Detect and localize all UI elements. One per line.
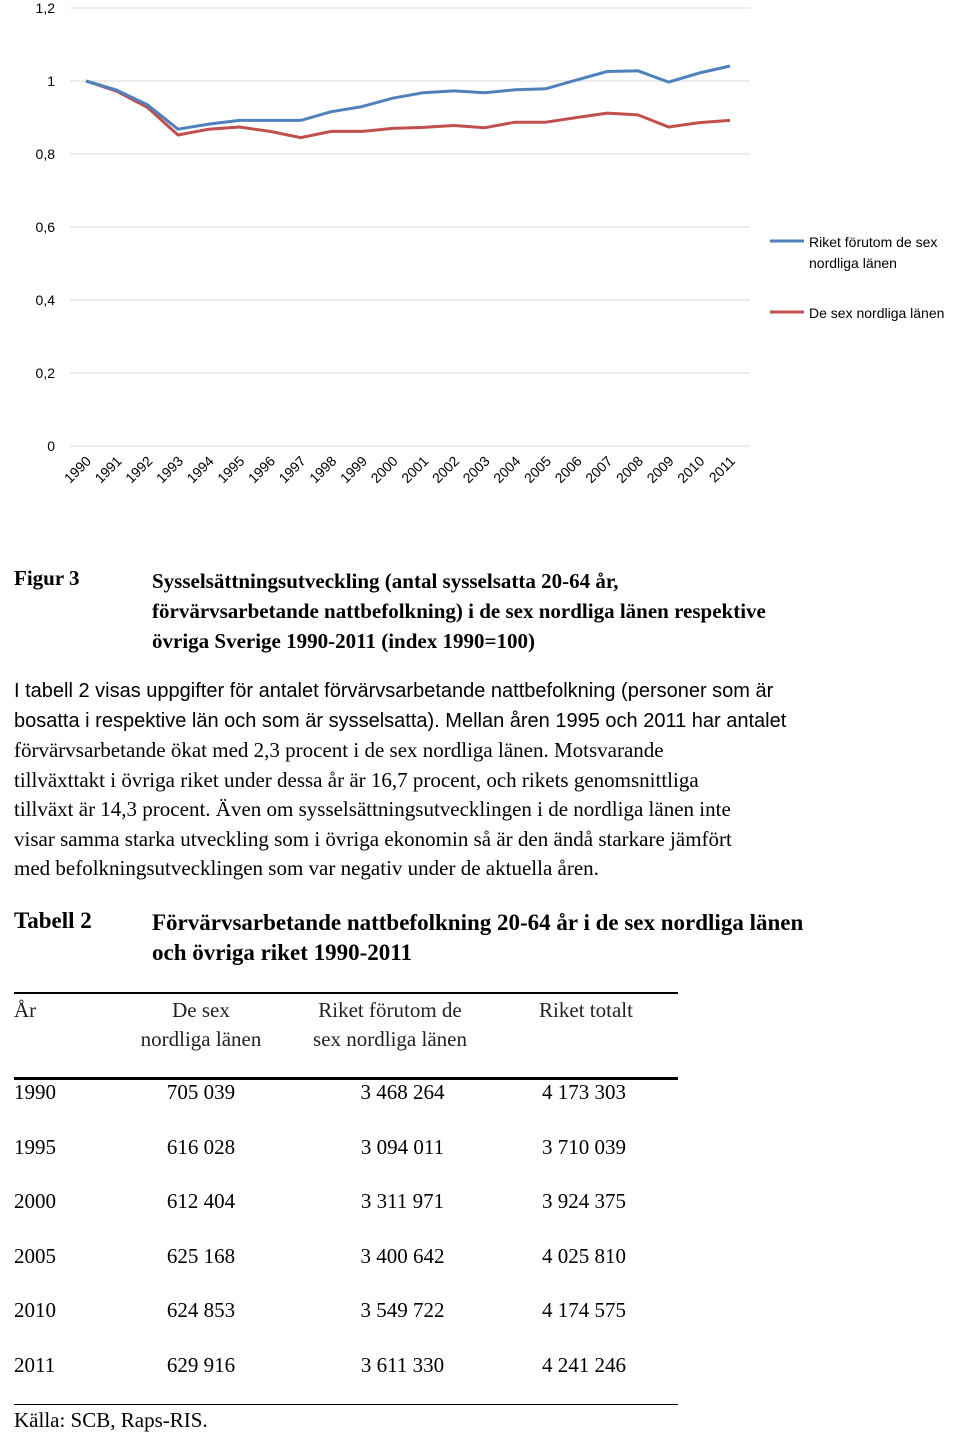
- x-tick-label: 2011: [705, 452, 739, 486]
- legend-label-riket-line2: nordliga länen: [809, 255, 897, 271]
- x-tick-label: 2008: [612, 452, 647, 487]
- table-cell-year: 2005: [14, 1243, 56, 1268]
- body-paragraph: [14, 677, 949, 884]
- x-tick-label: 1996: [244, 452, 279, 487]
- table-label: Tabell 2: [14, 908, 92, 933]
- paragraph-line: bosatta i respektive län och som är sysselsatta). Mellan åren 1995 och 2011 har antalet: [14, 709, 787, 732]
- col-header-total: Riket totalt: [539, 998, 633, 1022]
- table-cell-total: 4 025 810: [542, 1243, 626, 1268]
- col-header-north-line: De sex: [172, 998, 230, 1022]
- y-tick-label: 0: [47, 438, 55, 454]
- legend-label-riket-line1: Riket förutom de sex: [809, 234, 938, 250]
- x-tick-label: 1993: [152, 452, 187, 487]
- figure-title-line: förvärvsarbetande nattbefolkning) i de sex nordliga länen respektive: [152, 599, 766, 623]
- x-tick-label: 2006: [551, 452, 585, 487]
- x-tick-label: 2007: [582, 452, 616, 487]
- table-cell-rest: 3 468 264: [360, 1080, 445, 1104]
- table-cell-total: 3 710 039: [542, 1134, 626, 1159]
- y-tick-label: 0,8: [35, 146, 55, 162]
- x-tick-label: 1995: [214, 452, 248, 487]
- paragraph-line: visar samma starka utveckling som i övriga ekonomin så är den ändå starkare jämfört: [14, 826, 732, 851]
- table-cell-rest: 3 311 971: [360, 1189, 445, 1213]
- table-cell-rest: 3 549 722: [360, 1298, 445, 1322]
- series-line-riket: [86, 66, 730, 129]
- table-cell-north: 625 168: [166, 1243, 236, 1268]
- y-tick-label: 0,2: [35, 365, 55, 381]
- table-cell-rest: 3 611 330: [360, 1352, 445, 1377]
- table-cell-north: 612 404: [166, 1189, 236, 1213]
- figure-label: Figur 3: [14, 566, 80, 590]
- y-tick-label: 0,6: [35, 219, 55, 235]
- col-header-rest-line: Riket förutom de: [318, 998, 462, 1022]
- table-cell-total: 4 174 575: [542, 1298, 626, 1322]
- paragraph-line: med befolkningsutvecklingen som var negativ under de aktuella åren.: [14, 856, 599, 880]
- y-axis-tick-labels: [36, 0, 56, 454]
- x-tick-label: 1990: [60, 452, 95, 487]
- legend-label-nordliga: De sex nordliga länen: [809, 305, 945, 321]
- table-title: [152, 908, 942, 968]
- table-cell-north: 629 916: [166, 1352, 236, 1377]
- figure-title-line: Sysselsättningsutveckling (antal sysselsatta 20-64 år,: [152, 569, 619, 593]
- x-tick-label: 2003: [459, 452, 493, 487]
- table-title-line: och övriga riket 1990-2011: [152, 940, 412, 965]
- x-tick-label: 2000: [367, 452, 401, 487]
- table-cell-north: 624 853: [166, 1298, 236, 1322]
- chart-legend: [770, 234, 944, 321]
- x-tick-label: 2009: [643, 452, 677, 487]
- table-cell-total: 4 173 303: [542, 1080, 626, 1104]
- col-header-north: [120, 996, 282, 1054]
- table-title-line: Förvärvsarbetande nattbefolkning 20-64 år i de sex nordliga länen: [152, 910, 804, 935]
- x-tick-label: 2010: [674, 452, 708, 487]
- x-tick-label: 1997: [275, 452, 309, 487]
- table-cell-total: 3 924 375: [542, 1189, 626, 1213]
- table-cell-year: 2011: [14, 1352, 56, 1377]
- figure-title: [152, 566, 942, 656]
- col-header-year: År: [14, 998, 37, 1022]
- paragraph-line: förvärvsarbetande ökat med 2,3 procent i de sex nordliga länen. Motsvarande: [14, 738, 664, 762]
- table-cell-rest: 3 400 642: [360, 1243, 445, 1268]
- paragraph-line: tillväxttakt i övriga riket under dessa år är 16,7 procent, och rikets genomsnittliga: [14, 767, 699, 792]
- x-tick-label: 1998: [306, 452, 340, 487]
- line-chart: [0, 0, 960, 520]
- table-cell-year: 2000: [14, 1189, 56, 1213]
- x-tick-label: 1994: [183, 452, 217, 487]
- table-cell-north: 616 028: [166, 1134, 236, 1159]
- x-tick-label: 1992: [122, 452, 156, 487]
- x-tick-label: 2005: [520, 452, 555, 487]
- y-tick-label: 0,4: [35, 292, 55, 308]
- x-tick-label: 1999: [336, 452, 371, 487]
- y-tick-label: 1: [47, 73, 55, 89]
- table-cell-rest: 3 094 011: [360, 1134, 445, 1159]
- x-tick-label: 2004: [490, 452, 524, 487]
- col-header-rest-line: sex nordliga länen: [313, 1027, 467, 1051]
- x-axis-tick-labels: [61, 453, 738, 486]
- figure-title-line: övriga Sverige 1990-2011 (index 1990=100): [152, 629, 535, 653]
- col-header-north-line: nordliga länen: [140, 1027, 262, 1051]
- y-tick-label: 1,2: [35, 0, 55, 16]
- col-header-rest: [290, 996, 490, 1054]
- table-cell-year: 1990: [14, 1080, 56, 1104]
- paragraph-line: tillväxt är 14,3 procent. Även om sysselsättningsutvecklingen i de nordliga länen inte: [14, 797, 731, 821]
- table-source: Källa: SCB, Raps-RIS.: [14, 1408, 208, 1432]
- table-cell-year: 2010: [14, 1298, 56, 1322]
- table-cell-north: 705 039: [166, 1080, 236, 1104]
- table-cell-total: 4 241 246: [542, 1352, 626, 1377]
- paragraph-line: I tabell 2 visas uppgifter för antalet förvärvsarbetande nattbefolkning (personer som är: [14, 680, 774, 702]
- chart-series: [86, 66, 730, 138]
- table-cell-year: 1995: [14, 1134, 56, 1159]
- table-bottom-rule: [14, 1404, 678, 1405]
- x-tick-label: 2002: [428, 452, 463, 487]
- table-top-rule: [14, 992, 678, 994]
- x-tick-label: 2001: [398, 452, 432, 487]
- x-tick-label: 1991: [91, 452, 125, 487]
